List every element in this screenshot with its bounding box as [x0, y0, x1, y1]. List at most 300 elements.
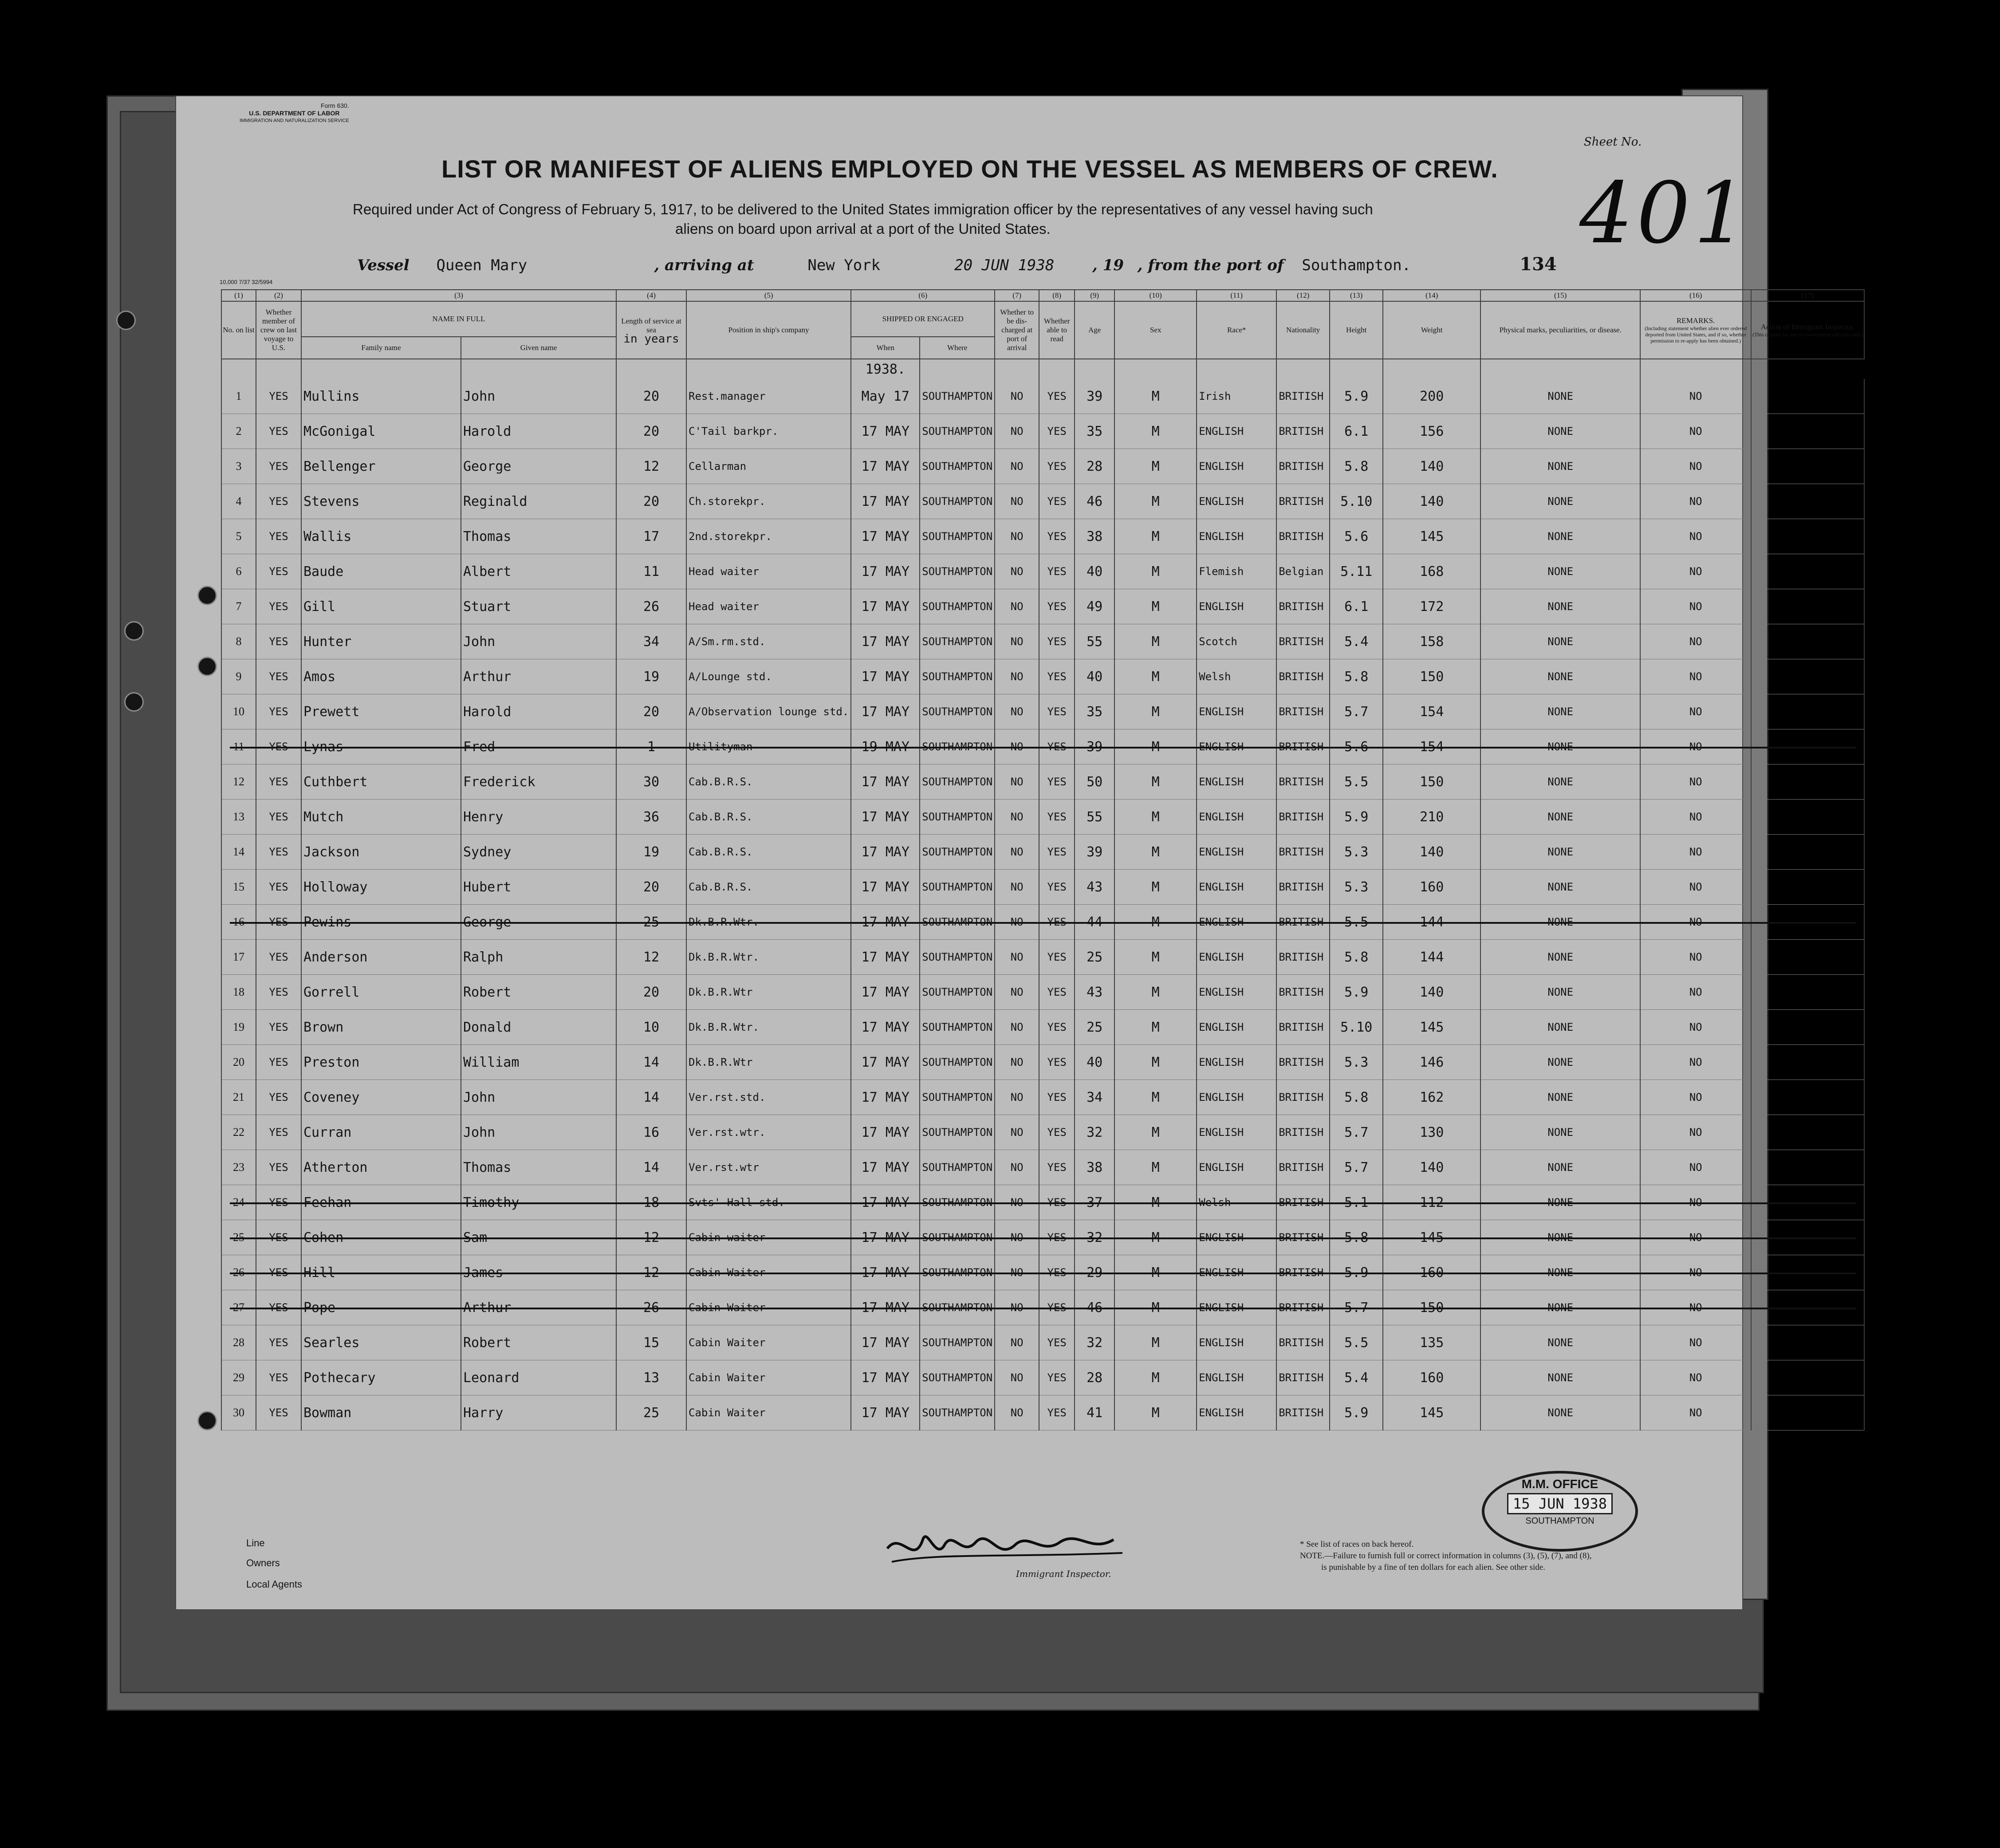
race-cell: ENGLISH [1197, 694, 1276, 729]
family-name-cell: Pewins [301, 905, 461, 940]
height-cell: 5.7 [1330, 1115, 1383, 1150]
sex-cell: M [1114, 589, 1197, 624]
able-to-read-cell: YES [1039, 1045, 1075, 1080]
race-cell: ENGLISH [1197, 1220, 1276, 1255]
binder-hole-icon [197, 657, 217, 676]
nationality-cell: BRITISH [1276, 940, 1330, 975]
sex-cell: M [1114, 1115, 1197, 1150]
service-years-cell: 14 [616, 1150, 686, 1185]
discharged-cell: NO [995, 729, 1039, 764]
col-num: (2) [256, 290, 301, 301]
given-name-cell: Robert [461, 975, 616, 1010]
physical-marks-cell: NONE [1480, 1360, 1640, 1395]
race-cell: ENGLISH [1197, 1395, 1276, 1430]
service-years-cell: 13 [616, 1360, 686, 1395]
sex-cell: M [1114, 975, 1197, 1010]
shipped-where-cell: SOUTHAMPTON [920, 694, 995, 729]
discharged-cell: NO [995, 1290, 1039, 1325]
family-name-cell: Bellenger [301, 449, 461, 484]
header-sex: Sex [1114, 301, 1197, 359]
inspector-action-cell [1751, 1185, 1864, 1220]
sex-cell: M [1114, 835, 1197, 870]
physical-marks-cell: NONE [1480, 519, 1640, 554]
note-line-1: NOTE.—Failure to furnish full or correct information in columns (3), (5), (7), and (8), [1300, 1551, 1592, 1560]
position-cell: Cabin Waiter [686, 1360, 851, 1395]
height-cell: 5.6 [1330, 519, 1383, 554]
service-years-cell: 14 [616, 1080, 686, 1115]
discharged-cell: NO [995, 1185, 1039, 1220]
position-cell: Head waiter [686, 554, 851, 589]
age-cell: 43 [1075, 975, 1114, 1010]
footer-agents-label: Local Agents [246, 1579, 302, 1590]
discharged-cell: NO [995, 589, 1039, 624]
able-to-read-cell: YES [1039, 1115, 1075, 1150]
header-where: Where [920, 337, 995, 359]
header-nationality: Nationality [1276, 301, 1330, 359]
last-voyage-cell: YES [256, 940, 301, 975]
remarks-cell: NO [1640, 1395, 1751, 1430]
shipped-when-cell: 17 MAY [851, 1045, 920, 1080]
shipped-when-cell: 17 MAY [851, 1010, 920, 1045]
family-name-cell: Pope [301, 1290, 461, 1325]
family-name-cell: Baude [301, 554, 461, 589]
family-name-cell: Holloway [301, 870, 461, 905]
race-cell: ENGLISH [1197, 975, 1276, 1010]
header-family-name: Family name [301, 337, 461, 359]
race-cell: ENGLISH [1197, 835, 1276, 870]
discharged-cell: NO [995, 554, 1039, 589]
in-years-label: in years [623, 332, 679, 346]
page-title: LIST OR MANIFEST OF ALIENS EMPLOYED ON THE VESSEL AS MEMBERS OF CREW. [441, 155, 1498, 183]
height-cell: 5.1 [1330, 1185, 1383, 1220]
physical-marks-cell: NONE [1480, 975, 1640, 1010]
nationality-cell: BRITISH [1276, 764, 1330, 800]
crew-row [221, 554, 1864, 589]
height-cell: 6.1 [1330, 589, 1383, 624]
able-to-read-cell: YES [1039, 484, 1075, 519]
nationality-cell: BRITISH [1276, 1395, 1330, 1430]
header-age: Age [1075, 301, 1114, 359]
row-number: 18 [221, 975, 256, 1010]
col-num: (5) [686, 290, 851, 301]
weight-cell: 210 [1383, 800, 1480, 835]
shipped-when-cell: 17 MAY [851, 975, 920, 1010]
inspector-action-cell [1751, 729, 1864, 764]
height-cell: 5.8 [1330, 940, 1383, 975]
weight-cell: 112 [1383, 1185, 1480, 1220]
header-given-name: Given name [461, 337, 616, 359]
inspector-action-cell [1751, 659, 1864, 694]
height-cell: 5.3 [1330, 1045, 1383, 1080]
age-cell: 55 [1075, 624, 1114, 659]
service-years-cell: 10 [616, 1010, 686, 1045]
row-number: 27 [221, 1290, 256, 1325]
physical-marks-cell: NONE [1480, 1290, 1640, 1325]
discharged-cell: NO [995, 414, 1039, 449]
shipped-when-cell: 17 MAY [851, 484, 920, 519]
discharged-cell: NO [995, 1360, 1039, 1395]
header-shipped-or-engaged: SHIPPED OR ENGAGED [851, 301, 995, 337]
row-number: 16 [221, 905, 256, 940]
last-voyage-cell: YES [256, 1290, 301, 1325]
able-to-read-cell: YES [1039, 1150, 1075, 1185]
col-num: (17) [1751, 290, 1864, 301]
last-voyage-cell: YES [256, 729, 301, 764]
age-cell: 38 [1075, 519, 1114, 554]
age-cell: 40 [1075, 1045, 1114, 1080]
binder-hole-icon [124, 692, 144, 712]
inspector-signature [883, 1522, 1131, 1575]
able-to-read-cell: YES [1039, 1010, 1075, 1045]
weight-cell: 140 [1383, 835, 1480, 870]
height-cell: 5.8 [1330, 449, 1383, 484]
remarks-cell: NO [1640, 414, 1751, 449]
sheet-number-label: Sheet No. [1584, 135, 1642, 149]
position-cell: Cab.B.R.S. [686, 870, 851, 905]
remarks-cell: NO [1640, 449, 1751, 484]
binder-hole-icon [124, 621, 144, 641]
last-voyage-cell: YES [256, 835, 301, 870]
crew-row [221, 870, 1864, 905]
shipped-where-cell: SOUTHAMPTON [920, 1150, 995, 1185]
discharged-cell: NO [995, 1255, 1039, 1290]
shipped-when-cell: 17 MAY [851, 554, 920, 589]
last-voyage-cell: YES [256, 484, 301, 519]
sex-cell: M [1114, 659, 1197, 694]
physical-marks-cell: NONE [1480, 414, 1640, 449]
physical-marks-cell: NONE [1480, 729, 1640, 764]
race-cell: Scotch [1197, 624, 1276, 659]
family-name-cell: Hunter [301, 624, 461, 659]
position-cell: Cabin Waiter [686, 1290, 851, 1325]
service-name: IMMIGRATION AND NATURALIZATION SERVICE [240, 118, 349, 123]
nationality-cell: BRITISH [1276, 1185, 1330, 1220]
physical-marks-cell: NONE [1480, 1080, 1640, 1115]
position-cell: Cab.B.R.S. [686, 835, 851, 870]
crew-row [221, 905, 1864, 940]
able-to-read-cell: YES [1039, 1290, 1075, 1325]
able-to-read-cell: YES [1039, 554, 1075, 589]
remarks-cell: NO [1640, 800, 1751, 835]
header-length-of-service [616, 301, 686, 359]
physical-marks-cell: NONE [1480, 1045, 1640, 1080]
last-voyage-cell: YES [256, 694, 301, 729]
able-to-read-cell: YES [1039, 694, 1075, 729]
remarks-cell: NO [1640, 624, 1751, 659]
sex-cell: M [1114, 694, 1197, 729]
physical-marks-cell: NONE [1480, 764, 1640, 800]
race-cell: ENGLISH [1197, 1010, 1276, 1045]
shipped-where-cell: SOUTHAMPTON [920, 870, 995, 905]
position-cell: Ver.rst.std. [686, 1080, 851, 1115]
physical-marks-cell: NONE [1480, 1325, 1640, 1360]
discharged-cell: NO [995, 1080, 1039, 1115]
discharged-cell: NO [995, 940, 1039, 975]
able-to-read-cell: YES [1039, 835, 1075, 870]
height-cell: 6.1 [1330, 414, 1383, 449]
age-cell: 44 [1075, 905, 1114, 940]
shipped-where-cell: SOUTHAMPTON [920, 449, 995, 484]
family-name-cell: Cuthbert [301, 764, 461, 800]
header-height: Height [1330, 301, 1383, 359]
height-cell: 5.7 [1330, 694, 1383, 729]
able-to-read-cell: YES [1039, 1185, 1075, 1220]
given-name-cell: John [461, 1115, 616, 1150]
position-cell: Dk.B.R.Wtr. [686, 1010, 851, 1045]
sex-cell: M [1114, 800, 1197, 835]
binder-hole-icon [197, 586, 217, 605]
age-cell: 32 [1075, 1325, 1114, 1360]
family-name-cell: McGonigal [301, 414, 461, 449]
physical-marks-cell: NONE [1480, 1395, 1640, 1430]
discharged-cell: NO [995, 1010, 1039, 1045]
race-cell: ENGLISH [1197, 1150, 1276, 1185]
department-name: U.S. DEPARTMENT OF LABOR [249, 110, 340, 117]
sex-cell: M [1114, 870, 1197, 905]
age-cell: 46 [1075, 484, 1114, 519]
able-to-read-cell: YES [1039, 414, 1075, 449]
nationality-cell: BRITISH [1276, 589, 1330, 624]
able-to-read-cell: YES [1039, 764, 1075, 800]
col-num: (11) [1197, 290, 1276, 301]
last-voyage-cell: YES [256, 589, 301, 624]
remarks-label: REMARKS. [1676, 316, 1715, 325]
office-stamp [1482, 1471, 1638, 1552]
inspector-action-cell [1751, 1255, 1864, 1290]
shipped-when-cell: 17 MAY [851, 1185, 920, 1220]
position-cell: A/Lounge std. [686, 659, 851, 694]
shipped-where-cell: SOUTHAMPTON [920, 1325, 995, 1360]
header-physical-marks: Physical marks, peculiarities, or disease. [1480, 301, 1640, 359]
inspector-action-cell [1751, 1010, 1864, 1045]
shipped-where-cell: SOUTHAMPTON [920, 589, 995, 624]
age-cell: 25 [1075, 940, 1114, 975]
service-years-cell: 20 [616, 414, 686, 449]
crew-row [221, 694, 1864, 729]
shipped-when-cell: 17 MAY [851, 449, 920, 484]
header-name-in-full: NAME IN FULL [301, 301, 616, 337]
sex-cell: M [1114, 1290, 1197, 1325]
shipped-where-cell: SOUTHAMPTON [920, 1080, 995, 1115]
family-name-cell: Anderson [301, 940, 461, 975]
row-number: 15 [221, 870, 256, 905]
header-remarks [1640, 301, 1751, 359]
nationality-cell: BRITISH [1276, 1010, 1330, 1045]
physical-marks-cell: NONE [1480, 835, 1640, 870]
height-cell: 5.4 [1330, 1360, 1383, 1395]
family-name-cell: Cohen [301, 1220, 461, 1255]
family-name-cell: Searles [301, 1325, 461, 1360]
given-name-cell: George [461, 905, 616, 940]
inspector-label: Immigrant Inspector. [1016, 1568, 1111, 1579]
given-name-cell: Donald [461, 1010, 616, 1045]
weight-cell: 135 [1383, 1325, 1480, 1360]
last-voyage-cell: YES [256, 1220, 301, 1255]
last-voyage-cell: YES [256, 659, 301, 694]
family-name-cell: Preston [301, 1045, 461, 1080]
remarks-cell: NO [1640, 1080, 1751, 1115]
shipped-where-cell: SOUTHAMPTON [920, 1290, 995, 1325]
inspector-action-cell [1751, 940, 1864, 975]
last-voyage-cell: YES [256, 1325, 301, 1360]
inspector-action-cell [1751, 554, 1864, 589]
row-number: 26 [221, 1255, 256, 1290]
given-name-cell: Albert [461, 554, 616, 589]
race-cell: Irish [1197, 379, 1276, 414]
shipped-when-cell: 17 MAY [851, 589, 920, 624]
age-cell: 32 [1075, 1115, 1114, 1150]
family-name-cell: Atherton [301, 1150, 461, 1185]
discharged-cell: NO [995, 379, 1039, 414]
discharged-cell: NO [995, 764, 1039, 800]
given-name-cell: John [461, 624, 616, 659]
able-to-read-cell: YES [1039, 905, 1075, 940]
given-name-cell: Frederick [461, 764, 616, 800]
col-num: (7) [995, 290, 1039, 301]
nationality-cell: BRITISH [1276, 975, 1330, 1010]
header-when: When [851, 337, 920, 359]
header-race: Race* [1197, 301, 1276, 359]
row-number: 14 [221, 835, 256, 870]
last-voyage-cell: YES [256, 1045, 301, 1080]
sex-cell: M [1114, 554, 1197, 589]
weight-cell: 145 [1383, 519, 1480, 554]
shipped-when-cell: 17 MAY [851, 1080, 920, 1115]
year-label: , 19 [1092, 256, 1124, 274]
col-num: (16) [1640, 290, 1751, 301]
inspector-action-cell [1751, 379, 1864, 414]
age-cell: 39 [1075, 835, 1114, 870]
age-cell: 40 [1075, 659, 1114, 694]
note-line-2: is punishable by a fine of ten dollars for each alien. See other side. [1321, 1563, 1545, 1572]
weight-cell: 145 [1383, 1395, 1480, 1430]
given-name-cell: Robert [461, 1325, 616, 1360]
sex-cell: M [1114, 905, 1197, 940]
row-number: 10 [221, 694, 256, 729]
position-cell: Ver.rst.wtr. [686, 1115, 851, 1150]
inspector-action-cell [1751, 624, 1864, 659]
row-number: 19 [221, 1010, 256, 1045]
race-cell: ENGLISH [1197, 449, 1276, 484]
inspector-action-cell [1751, 870, 1864, 905]
height-cell: 5.8 [1330, 659, 1383, 694]
last-voyage-cell: YES [256, 1185, 301, 1220]
remarks-cell: NO [1640, 835, 1751, 870]
height-cell: 5.7 [1330, 1290, 1383, 1325]
nationality-cell: BRITISH [1276, 1290, 1330, 1325]
crew-row [221, 1255, 1864, 1290]
shipped-when-cell: 17 MAY [851, 519, 920, 554]
row-number: 23 [221, 1150, 256, 1185]
sex-cell: M [1114, 449, 1197, 484]
inspector-action-cell [1751, 905, 1864, 940]
able-to-read-cell: YES [1039, 1360, 1075, 1395]
nationality-cell: BRITISH [1276, 905, 1330, 940]
race-cell: ENGLISH [1197, 729, 1276, 764]
row-number: 8 [221, 624, 256, 659]
given-name-cell: Harry [461, 1395, 616, 1430]
service-years-cell: 16 [616, 1115, 686, 1150]
weight-cell: 150 [1383, 659, 1480, 694]
physical-marks-cell: NONE [1480, 554, 1640, 589]
physical-marks-cell: NONE [1480, 694, 1640, 729]
sex-cell: M [1114, 1255, 1197, 1290]
age-cell: 35 [1075, 414, 1114, 449]
able-to-read-cell: YES [1039, 940, 1075, 975]
family-name-cell: Curran [301, 1115, 461, 1150]
shipped-where-cell: SOUTHAMPTON [920, 800, 995, 835]
row-number: 6 [221, 554, 256, 589]
discharged-cell: NO [995, 624, 1039, 659]
discharged-cell: NO [995, 835, 1039, 870]
family-name-cell: Wallis [301, 519, 461, 554]
header-position: Position in ship's company [686, 301, 851, 359]
race-cell: ENGLISH [1197, 1360, 1276, 1395]
weight-cell: 130 [1383, 1115, 1480, 1150]
crew-row [221, 975, 1864, 1010]
discharged-cell: NO [995, 484, 1039, 519]
row-number: 4 [221, 484, 256, 519]
departure-port: Southampton. [1302, 256, 1411, 274]
vessel-label: Vessel [357, 256, 409, 274]
service-years-cell: 20 [616, 694, 686, 729]
column-number-row [221, 290, 1864, 301]
height-cell: 5.9 [1330, 1255, 1383, 1290]
remarks-cell: NO [1640, 519, 1751, 554]
last-voyage-cell: YES [256, 1080, 301, 1115]
column-header-row [221, 301, 1864, 337]
shipped-when-cell: 17 MAY [851, 940, 920, 975]
shipped-where-cell: SOUTHAMPTON [920, 1045, 995, 1080]
nationality-cell: BRITISH [1276, 1255, 1330, 1290]
shipped-when-cell: 19 MAY [851, 729, 920, 764]
position-cell: Head waiter [686, 589, 851, 624]
able-to-read-cell: YES [1039, 1395, 1075, 1430]
position-cell: 2nd.storekpr. [686, 519, 851, 554]
inspector-action-cell [1751, 1360, 1864, 1395]
form-identifier [240, 102, 349, 125]
service-years-cell: 20 [616, 379, 686, 414]
position-cell: Cab.B.R.S. [686, 800, 851, 835]
remarks-cell: NO [1640, 554, 1751, 589]
physical-marks-cell: NONE [1480, 624, 1640, 659]
service-years-cell: 25 [616, 1395, 686, 1430]
remarks-cell: NO [1640, 870, 1751, 905]
nationality-cell: BRITISH [1276, 835, 1330, 870]
height-cell: 5.5 [1330, 905, 1383, 940]
stamp-office: M.M. OFFICE [1521, 1477, 1598, 1491]
physical-marks-cell: NONE [1480, 1220, 1640, 1255]
inspector-action-cell [1751, 1080, 1864, 1115]
row-number: 20 [221, 1045, 256, 1080]
weight-cell: 150 [1383, 1290, 1480, 1325]
shipped-when-cell: 17 MAY [851, 835, 920, 870]
position-cell: Dk.B.R.Wtr. [686, 905, 851, 940]
inspector-action-cell [1751, 414, 1864, 449]
service-years-cell: 20 [616, 975, 686, 1010]
nationality-cell: BRITISH [1276, 694, 1330, 729]
crew-row [221, 1185, 1864, 1220]
family-name-cell: Prewett [301, 694, 461, 729]
weight-cell: 168 [1383, 554, 1480, 589]
service-years-cell: 12 [616, 1220, 686, 1255]
voyage-line [357, 254, 1557, 275]
race-cell: ENGLISH [1197, 589, 1276, 624]
able-to-read-cell: YES [1039, 729, 1075, 764]
remarks-note: (Including statement whether alien ever ordered deported from United States, and if so, whether permission to re-apply has been obtained.) [1645, 325, 1747, 344]
shipped-when-cell: 17 MAY [851, 659, 920, 694]
age-cell: 49 [1075, 589, 1114, 624]
